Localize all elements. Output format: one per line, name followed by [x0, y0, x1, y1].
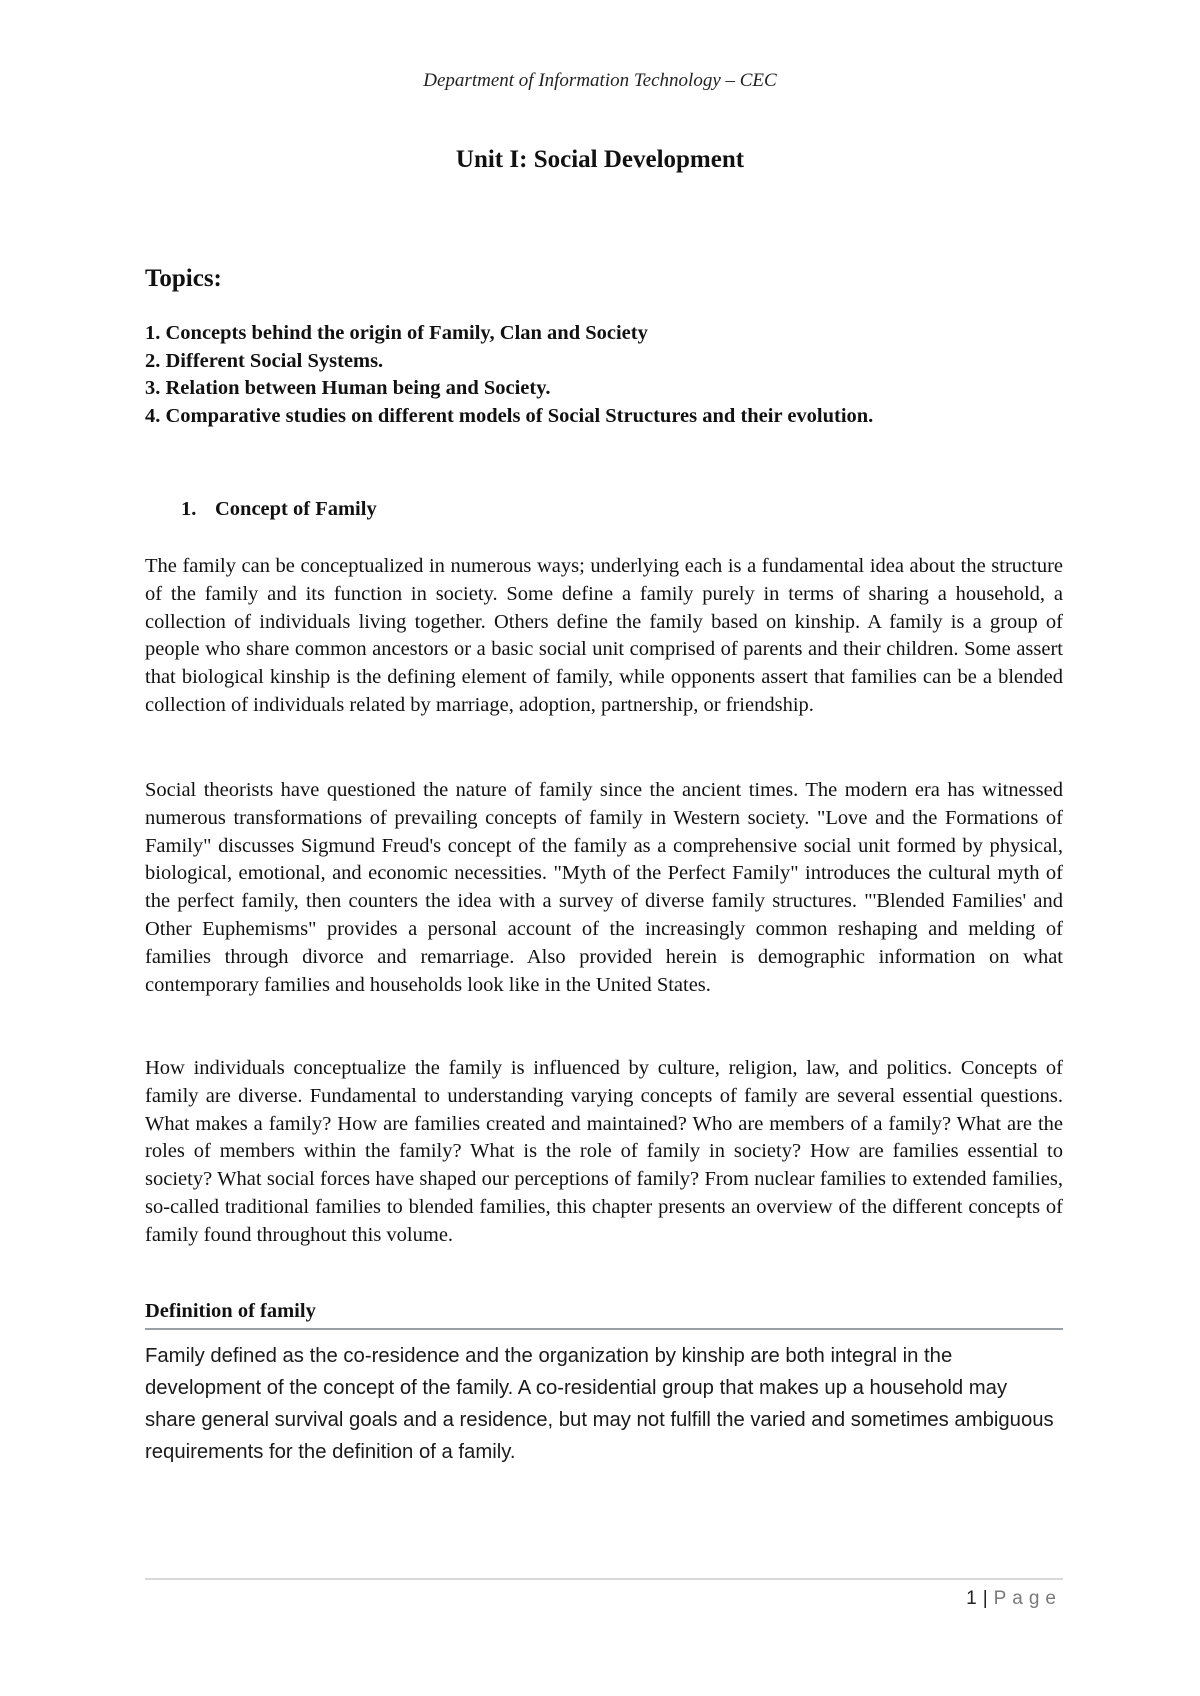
- body-paragraph: Social theorists have questioned the nature of family since the ancient times. The modern era has witnessed numerous transformations of prevailing concepts of family in Western society. "Love and the Formations of Family" discusses Sigmund Freud's concept of the family as a comprehensive social unit formed by physical, biological, emotional, and economic necessities. "Myth of the Perfect Family" introduces the cultural myth of the perfect family, then counters the idea with a survey of diverse family structures. "'Blended Families' and Other Euphemisms" provides a personal account of the increasingly common reshaping and melding of families through divorce and remarriage. Also provided herein is demographic information on what contemporary families and households look like in the United States.: [145, 779, 1063, 996]
- page-number: 1: [966, 1588, 977, 1609]
- topic-item: 3. Relation between Human being and Society.: [145, 377, 551, 399]
- definition-heading: Definition of family: [145, 1300, 1063, 1330]
- body-paragraph: The family can be conceptualized in numerous ways; underlying each is a fundamental idea about the structure of the family and its function in society. Some define a family purely in terms of sharing a household, a collection of individuals living together. Others define the family based on kinship. A family is a group of people who share common ancestors or a basic social unit comprised of parents and their children. Some assert that biological kinship is the defining element of family, while opponents assert that families can be a blended collection of individuals related by marriage, adoption, partnership, or friendship.: [145, 555, 1063, 716]
- unit-title: Unit I: Social Development: [455, 146, 745, 173]
- topics-list: [145, 320, 1063, 430]
- footer-divider: [145, 1578, 1063, 1580]
- page-header: Department of Information Technology – CEC: [423, 70, 777, 91]
- topic-item: 2. Different Social Systems.: [145, 349, 384, 372]
- definition-paragraph: Family defined as the co-residence and the organization by kinship are both integral in the development of the concept of the family. A co-residential group that makes up a household may share general survival goals and a residence, but may not fulfill the varied and sometimes ambiguous requirements for the definition of a family.: [145, 1345, 1054, 1463]
- topics-heading: Topics:: [145, 265, 222, 292]
- section-heading: [145, 498, 1063, 521]
- topic-item: 4. Comparative studies on different models of Social Structures and their evolution.: [145, 404, 874, 427]
- page-label: Page: [993, 1588, 1062, 1609]
- footer-separator: |: [982, 1588, 988, 1609]
- page-footer: [966, 1588, 1062, 1610]
- section-title: Concept of Family: [215, 498, 377, 520]
- topic-item: 1. Concepts behind the origin of Family, Clan and Society: [145, 322, 648, 344]
- section-number: 1.: [181, 498, 197, 520]
- body-paragraph: How individuals conceptualize the family is influenced by culture, religion, law, and politics. Concepts of family are diverse. Fundamental to understanding varying concepts of family are several essential questions. What makes a family? How are families created and maintained? Who are members of a family? What are the roles of members within the family? What is the role of family in society? How are families essential to society? What social forces have shaped our perceptions of family? From nuclear families to extended families, so-called traditional families to blended families, this chapter presents an overview of the different concepts of family found throughout this volume.: [145, 1057, 1063, 1246]
